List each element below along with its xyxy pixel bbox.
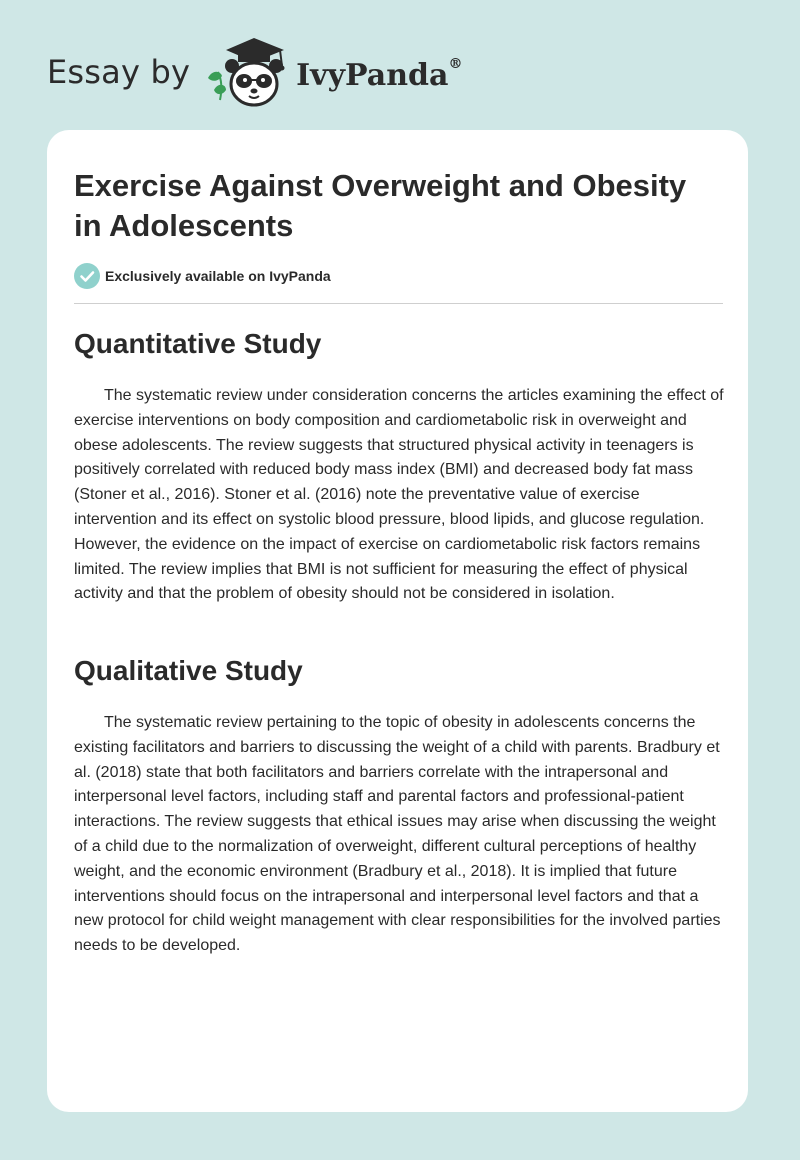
exclusive-badge [74, 263, 331, 289]
panda-logo-icon[interactable] [204, 32, 294, 112]
registered-mark: ® [448, 55, 463, 72]
divider [74, 303, 723, 304]
section-paragraph-quantitative: The systematic review under consideration concerns the articles examining the effect of exercise interventions on body composition and cardiometabolic risk in overweight and obese adolescents. The review suggests that structured physical activity in teenagers is positively correlated with reduced body mass index (BMI) and decreased body fat mass (Stoner et al., 2016). Stoner et al. (2016) note the preventative value of exercise intervention and its effect on systolic blood pressure, blood lipids, and glucose regulation. However, the evidence on the impact of exercise on cardiometabolic risk factors remains limited. The review implies that BMI is not sufficient for measuring the effect of physical activity and that the problem of obesity should not be considered in isolation. [74, 387, 724, 603]
section-heading-quantitative: Quantitative Study [74, 328, 322, 359]
essay-by-label: Essay by [47, 53, 191, 91]
essay-card [47, 130, 748, 1112]
exclusive-label: Exclusively available on IvyPanda [105, 268, 331, 284]
brand-name-text: IvyPanda [296, 57, 449, 93]
check-circle-icon [74, 263, 100, 289]
site-header [47, 32, 462, 112]
section-paragraph-qualitative: The systematic review pertaining to the topic of obesity in adolescents concerns the existing facilitators and barriers to discussing the weight of a child with parents. Bradbury et al. (2018) state that both facilitators and barriers correlate with the intrapersonal and interpersonal level factors, including staff and parental factors and professional-patient interactions. The review suggests that ethical issues may arise when discussing the weight of a child due to the normalization of overweight, different cultural perceptions of healthy weight, and the economic environment (Bradbury et al., 2018). It is implied that future interventions should focus on the intrapersonal and interpersonal level factors and that a new protocol for child weight management with clear responsibilities for the involved parties needs to be developed. [74, 714, 721, 955]
page-title: Exercise Against Overweight and Obesity in Adolescents [74, 168, 687, 243]
brand-name[interactable] [296, 55, 463, 93]
section-heading-qualitative: Qualitative Study [74, 655, 303, 686]
